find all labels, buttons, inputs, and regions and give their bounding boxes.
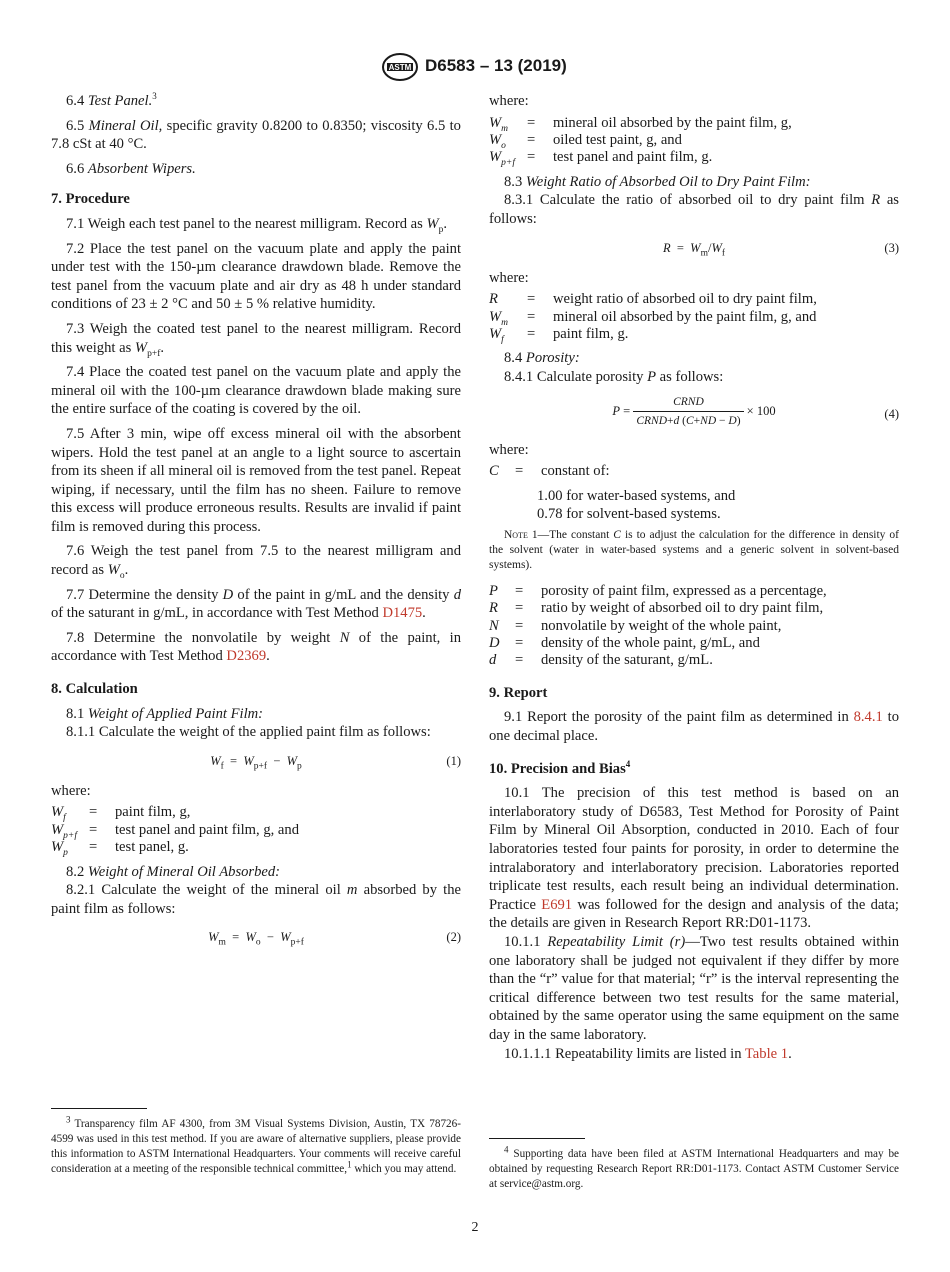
section-9-1: 9.1 Report the porosity of the paint film as determined in 8.4.1 to one decimal place. — [489, 709, 899, 744]
link-e691[interactable]: E691 — [541, 896, 573, 913]
footnote-rule — [489, 1138, 585, 1139]
constant-value-solvent: 0.78 for solvent-based systems. — [537, 506, 721, 523]
section-8-1-1: 8.1.1 Calculate the weight of the applied paint film as follows: — [66, 724, 431, 741]
section-8-4: 8.4 Porosity: — [504, 350, 580, 367]
variable-row: R = weight ratio of absorbed oil to dry paint film, — [489, 291, 817, 308]
variable-list-2 — [489, 115, 792, 167]
section-10-1-1: 10.1.1 Repeatability Limit (r)—Two test results obtained within one laboratory shall be judged not equivalent if they differ by more than the “r” value for that material; “r” is the interval representing the critical difference between two test results for the same material, obtained by the same operator using the same equipment on the same day in the same laboratory. — [489, 933, 899, 1043]
variable-row: d = density of the saturant, g/mL. — [489, 652, 713, 669]
note-1: Note 1—The constant C is to adjust the calculation for the difference in density of the solvent (water in water-based systems and a generic solvent in solvent-based systems). — [489, 528, 899, 571]
footnote-3: $^3$ Transparency film AF 4300, from 3M Visual Systems Division, Austin, TX 78726-4599 was used in this test method. If you are aware of alternative suppliers, please provide this information to ASTM International Headquarters. Your comments will receive careful consideration at a meeting of the responsible technical committee,$^1$ which you may attend. — [51, 1114, 461, 1175]
link-table-1[interactable]: Table 1 — [744, 1045, 789, 1062]
variable-list-3 — [489, 291, 817, 343]
footnote-rule — [51, 1108, 147, 1109]
link-d2369[interactable]: D2369 — [226, 648, 267, 665]
page-number: 2 — [471, 1220, 479, 1235]
variable-row: $W_o$ = oiled test paint, g, and — [489, 132, 682, 151]
variable-row: D = density of the whole paint, g/mL, and — [489, 635, 760, 651]
left-column — [51, 92, 461, 958]
section-7-8: 7.8 Determine the nonvolatile by weight N of the paint, in accordance with Test Method D2369. — [51, 629, 461, 665]
section-7-1: 7.1 Weigh each test panel to the nearest milligram. Record as $W_p$. — [66, 215, 448, 235]
variable-row: $W_m$ = mineral oil absorbed by the paint film, g, — [489, 114, 792, 134]
section-8-4-1: 8.4.1 Calculate porosity P as follows: — [504, 369, 724, 385]
variable-row: $W_f$ = paint film, g. — [489, 326, 629, 345]
equation-number: (3) — [884, 240, 899, 255]
section-7-5: 7.5 After 3 min, wipe off excess mineral oil with the absorbent wipers. Hold the test panel at an angle to a light source to ascertain from its sheen if all mineral oil is removed from the test panel. Repeat wiping, if necessary, until the film has no sheen. Failure to remove this excess will produce erroneous results. Results are invalid if paint film is removed during this process. — [51, 425, 461, 535]
section-7-2: 7.2 Place the test panel on the vacuum plate and apply the paint under test with the 150-µm clearance drawdown blade. Remove the test panel from the vacuum plate and air dry as 48 h under standard conditions of 23 ± 2 °C and 50 ± 5 % relative humidity. — [51, 240, 461, 313]
variable-row: P = porosity of paint film, expressed as a percentage, — [489, 582, 827, 599]
constant-c-definition: C = constant of: — [489, 463, 610, 480]
section-8-1: 8.1 Weight of Applied Paint Film: — [66, 705, 264, 722]
variable-row: $W_p$ = test panel, g. — [51, 839, 189, 859]
section-8-2-1: 8.2.1 Calculate the weight of the mineral oil m absorbed by the paint film as follows: — [51, 882, 461, 917]
variable-row: $W_{p+f}$ = test panel and paint film, g, and — [51, 821, 299, 841]
equation-number: (1) — [446, 753, 461, 768]
section-8-2: 8.2 Weight of Mineral Oil Absorbed: — [66, 863, 281, 880]
equation-4: P = $\frac{\text{CRND}}{\text{CRND+d (C+ND − D)}}$ × 100 (4) — [489, 391, 899, 435]
equation-number: (4) — [884, 406, 899, 421]
link-d1475[interactable]: D1475 — [382, 605, 423, 622]
heading-calculation: 8. Calculation — [51, 681, 138, 698]
equation-2: $W_m = W_o - W_{p+f}$ (2) — [208, 930, 461, 948]
equation-number: (2) — [446, 930, 461, 945]
link-8-4-1[interactable]: 8.4.1 — [853, 709, 883, 726]
page-header — [0, 50, 950, 86]
section-6-6: 6.6 Absorbent Wipers. — [66, 160, 196, 177]
variable-row: $W_m$ = mineral oil absorbed by the paint film, g, and — [489, 308, 817, 328]
section-8-3: 8.3 Weight Ratio of Absorbed Oil to Dry Paint Film: — [504, 173, 811, 190]
section-7-7: 7.7 Determine the density D of the paint in g/mL and the density d of the saturant in g/mL, in accordance with Test Method D1475. — [51, 586, 461, 622]
footnote-4: $^4$ Supporting data have been filed at ASTM International Headquarters and may be obtained by requesting Research Report RR:D01-1173. Contact ASTM Customer Service at service@astm.org. — [489, 1144, 899, 1190]
section-7-6: 7.6 Weigh the test panel from 7.5 to the nearest milligram and record as $W_o$. — [51, 543, 461, 581]
heading-precision-bias: 10. Precision and Bias$^4$ — [489, 758, 631, 777]
section-7-3: 7.3 Weigh the coated test panel to the nearest milligram. Record this weight as $W_{p+f}$. — [51, 320, 461, 359]
section-7-4: 7.4 Place the coated test panel on the vacuum plate and apply the mineral oil with the 100-µm clearance drawdown blade making sure the entire surface of the coating is covered by the oil. — [51, 364, 461, 418]
where-label: where: — [489, 93, 529, 109]
document-id: D6583 – 13 (2019) — [425, 56, 567, 75]
where-label: where: — [489, 441, 529, 458]
section-6-5: 6.5 Mineral Oil, specific gravity 0.8200 to 0.8350; viscosity 6.5 to 7.8 cSt at 40 °C. — [51, 117, 461, 153]
variable-list-4 — [489, 583, 827, 670]
right-column — [489, 92, 899, 1063]
variable-row: R = ratio by weight of absorbed oil to dry paint film, — [489, 600, 824, 617]
section-6-4: 6.4 Test Panel.$^3$ — [66, 91, 157, 109]
where-label: where: — [489, 269, 529, 286]
where-label: where: — [51, 782, 91, 799]
variable-row: N = nonvolatile by weight of the whole paint, — [489, 617, 782, 634]
svg-text:ASTM: ASTM — [388, 63, 412, 72]
section-8-3-1: 8.3.1 Calculate the ratio of absorbed oil to dry paint film R as follows: — [489, 192, 899, 227]
heading-procedure: 7. Procedure — [51, 191, 130, 208]
equation-3: $R = W_m/W_f$ (3) — [662, 240, 899, 259]
section-10-1: 10.1 The precision of this test method is based on an interlaboratory study of D6583, Test Method for Porosity of Paint Film by Mineral Oil Absorption, conducted in 2010. Each of four laboratories tested four paints for porosity, in order to determine the intralaboratory and interlaboratory precision. Laboratories reported triplicate test results, each result being an individual determination. Practice E691 was followed for the design and analysis of the data; the details are given in Research Report RR:D01-1173. — [489, 785, 899, 932]
fraction: $\frac{\text{CRND}}{\text{CRND+d (C+ND − D)}}$ — [633, 393, 743, 431]
variable-list-1 — [51, 804, 299, 859]
equation-1: $W_f = W_{p+f} - W_p$ (1) — [210, 753, 461, 772]
constant-value-water: 1.00 for water-based systems, and — [537, 487, 736, 504]
astm-logo-icon — [381, 52, 419, 82]
variable-row: $W_{p+f}$ = test panel and paint film, g. — [489, 149, 713, 169]
section-10-1-1-1: 10.1.1.1 Repeatability limits are listed in Table 1. — [504, 1045, 792, 1062]
heading-report: 9. Report — [489, 684, 548, 701]
variable-row: $W_f$ = paint film, g, — [51, 804, 191, 824]
